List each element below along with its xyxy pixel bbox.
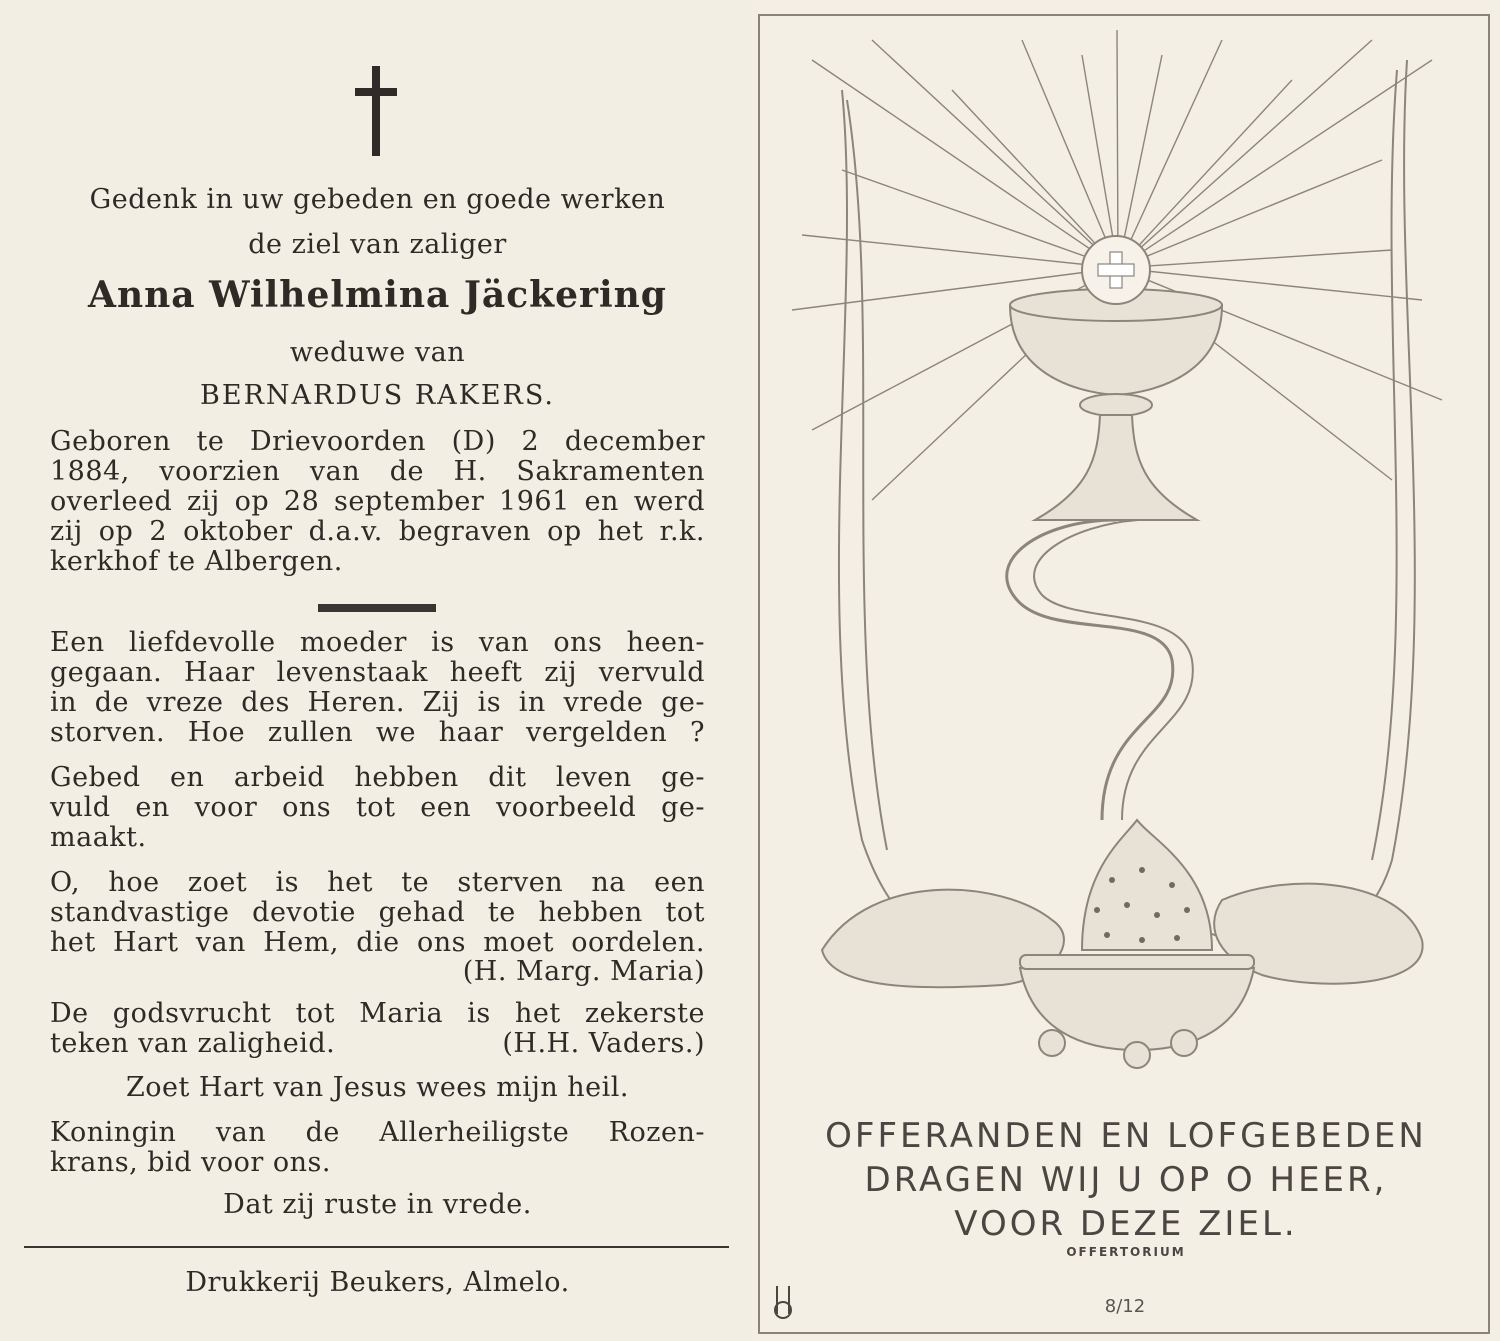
censer-foot (1039, 1030, 1065, 1056)
censer-hole (1139, 937, 1145, 943)
caption-source: OFFERTORIUM (1066, 1245, 1186, 1259)
intro-line-1: Gedenk in uw gebeden en goede werken (89, 184, 666, 215)
censer-hole (1109, 877, 1115, 883)
prayer-line: krans, bid voor ons. (50, 1147, 331, 1178)
ray (1118, 250, 1392, 268)
paragraph-line: Een liefdevolle moeder is van ons heen- (50, 627, 705, 658)
widow-of-label: weduwe van (289, 337, 466, 368)
censer-foot (1124, 1042, 1150, 1068)
quote-source: (H.H. Vaders.) (502, 1028, 705, 1059)
ray (1118, 40, 1372, 268)
quote-source: (H. Marg. Maria) (462, 956, 705, 987)
ray (1022, 40, 1118, 268)
caption-line-3: VOOR DEZE ZIEL. (954, 1204, 1298, 1244)
bio-line: overleed zij op 28 september 1961 en werd (50, 486, 705, 517)
ribbon-right-edge (1372, 70, 1397, 860)
ribbon-left-edge (847, 100, 887, 850)
censer-hole (1094, 907, 1100, 913)
monogram-icon (772, 1284, 794, 1322)
censer-hole (1184, 907, 1190, 913)
paragraph-line: het Hart van Hem, die ons moet oordelen. (50, 927, 705, 958)
paragraph-line: teken van zaligheid. (50, 1028, 336, 1059)
bio-line: kerkhof te Albergen. (50, 546, 343, 577)
censer-hole (1174, 935, 1180, 941)
ribbon-right (1202, 60, 1415, 947)
chalice-stem (1035, 415, 1197, 520)
censer-hole (1169, 882, 1175, 888)
paragraph-line: maakt. (50, 822, 147, 853)
right-card (752, 0, 1500, 1341)
censer-hole (1124, 902, 1130, 908)
ray (1117, 30, 1118, 268)
paragraph-line: standvastige devotie gehad te hebben tot (50, 897, 705, 928)
caption-line-2: DRAGEN WIJ U OP O HEER, (864, 1160, 1388, 1200)
smoke-ribbon (1007, 520, 1173, 820)
censer-band (1020, 955, 1254, 969)
bio-line: 1884, voorzien van de H. Sakramenten (50, 456, 705, 487)
ray (1118, 80, 1292, 268)
cross-icon (355, 66, 397, 158)
paragraph-line: in de vreze des Heren. Zij is in vrede ge- (50, 687, 705, 718)
ray (812, 60, 1118, 268)
ribbon-left (839, 90, 1042, 950)
paragraph-line: vuld en voor ons tot een voorbeeld ge- (50, 792, 705, 823)
card-number: 8/12 (1104, 1296, 1146, 1317)
paragraph-line: Gebed en arbeid hebben dit leven ge- (50, 762, 705, 793)
chalice-illustration (752, 0, 1500, 1120)
ray (872, 40, 1118, 268)
paragraph-line: O, hoe zoet is het te sterven na een (50, 867, 705, 898)
ray (1118, 55, 1162, 268)
printer-credit: Drukkerij Beukers, Almelo. (185, 1267, 570, 1298)
paragraph-line: gegaan. Haar levenstaak heeft zij vervuld (50, 657, 705, 688)
paragraph-line: storven. Hoe zullen we haar vergelden ? (50, 717, 705, 748)
paragraph-line: De godsvrucht tot Maria is het zekerste (50, 998, 705, 1029)
bottom-rule (24, 1246, 729, 1248)
prayer-line: Koningin van de Allerheiligste Rozen- (50, 1117, 705, 1148)
censer-hole (1154, 912, 1160, 918)
closing-line: Dat zij ruste in vrede. (223, 1189, 532, 1220)
caption-line-1: OFFERANDEN EN LOFGEBEDEN (825, 1116, 1427, 1156)
ray (1118, 160, 1382, 268)
intro-line-2: de ziel van zaliger (248, 229, 507, 260)
censer-lid (1082, 820, 1212, 950)
smoke-ribbon-edge (1034, 520, 1193, 820)
bio-line: zij op 2 oktober d.a.v. begraven op het r.k. (50, 516, 705, 547)
censer-foot (1171, 1030, 1197, 1056)
divider-bar (318, 604, 436, 612)
deceased-name: Anna Wilhelmina Jäckering (88, 274, 667, 316)
chalice-knot (1080, 394, 1152, 416)
bio-line: Geboren te Drievoorden (D) 2 december (50, 426, 705, 457)
husband-name: BERNARDUS RAKERS. (200, 380, 555, 411)
censer-hole (1139, 867, 1145, 873)
censer-hole (1104, 932, 1110, 938)
prayer-line: Zoet Hart van Jesus wees mijn heil. (125, 1072, 630, 1103)
